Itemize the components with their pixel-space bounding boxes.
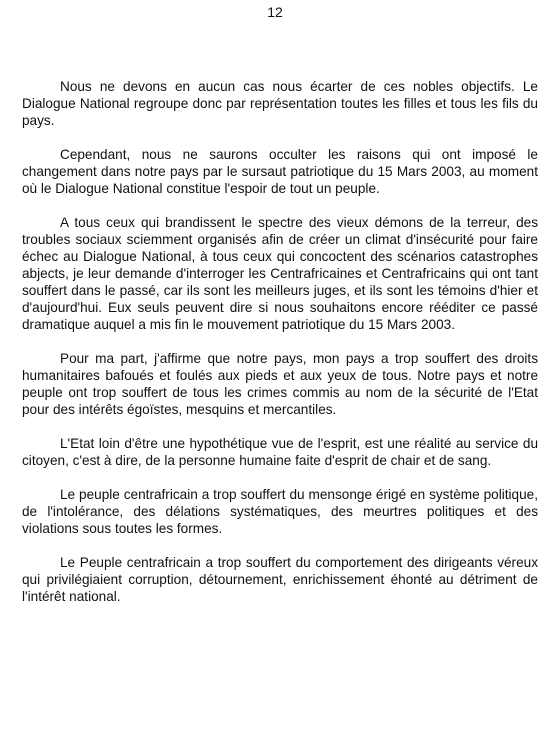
paragraph: L'Etat loin d'être une hypothétique vue de l'esprit, est une réalité au service du citoyen, c'est à dire, de la personne humaine faite d'esprit de chair et de sang.: [22, 436, 538, 468]
paragraph: Le Peuple centrafricain a trop souffert du comportement des dirigeants véreux qui privilégiaient corruption, détournement, enrichissement éhonté au détriment de l'intérêt national.: [22, 555, 538, 604]
paragraph: Pour ma part, j'affirme que notre pays, mon pays a trop souffert des droits humanitaires bafoués et foulés aux pieds et aux yeux de tous. Notre pays et notre peuple ont trop souffert de tous les crimes commis au nom de la sécurité de l'Etat pour des intérêts égoïstes, mesquins et mercantiles.: [22, 351, 538, 417]
paragraph: Le peuple centrafricain a trop souffert du mensonge érigé en système politique, de l'intolérance, des délations systématiques, des meurtres politiques et des violations sous toutes les formes.: [22, 487, 538, 536]
paragraph: A tous ceux qui brandissent le spectre des vieux démons de la terreur, des troubles sociaux sciemment organisés afin de créer un climat d'insécurité pour faire échec au Dialogue National, à tous ceux qui concoctent des scénarios catastrophes abjects, je leur demande d'interroger les Centrafricaines et Centrafricains qui ont tant souffert dans le passé, car ils sont les meilleurs juges, et ils sont les témoins d'hier et d'aujourd'hui. Eux seuls peuvent dire si nous souhaitons encore rééditer ce passé dramatique auquel a mis fin le mouvement patriotique du 15 Mars 2003.: [22, 215, 538, 332]
paragraph: Cependant, nous ne saurons occulter les raisons qui ont imposé le changement dans notre pays par le sursaut patriotique du 15 Mars 2003, au moment où le Dialogue National constitue l'espoir de tout un peuple.: [22, 147, 538, 196]
document-body: [22, 78, 538, 622]
paragraph: Nous ne devons en aucun cas nous écarter de ces nobles objectifs. Le Dialogue National regroupe donc par représentation toutes les filles et tous les fils du pays.: [22, 79, 538, 128]
page-number: 12: [267, 4, 283, 20]
